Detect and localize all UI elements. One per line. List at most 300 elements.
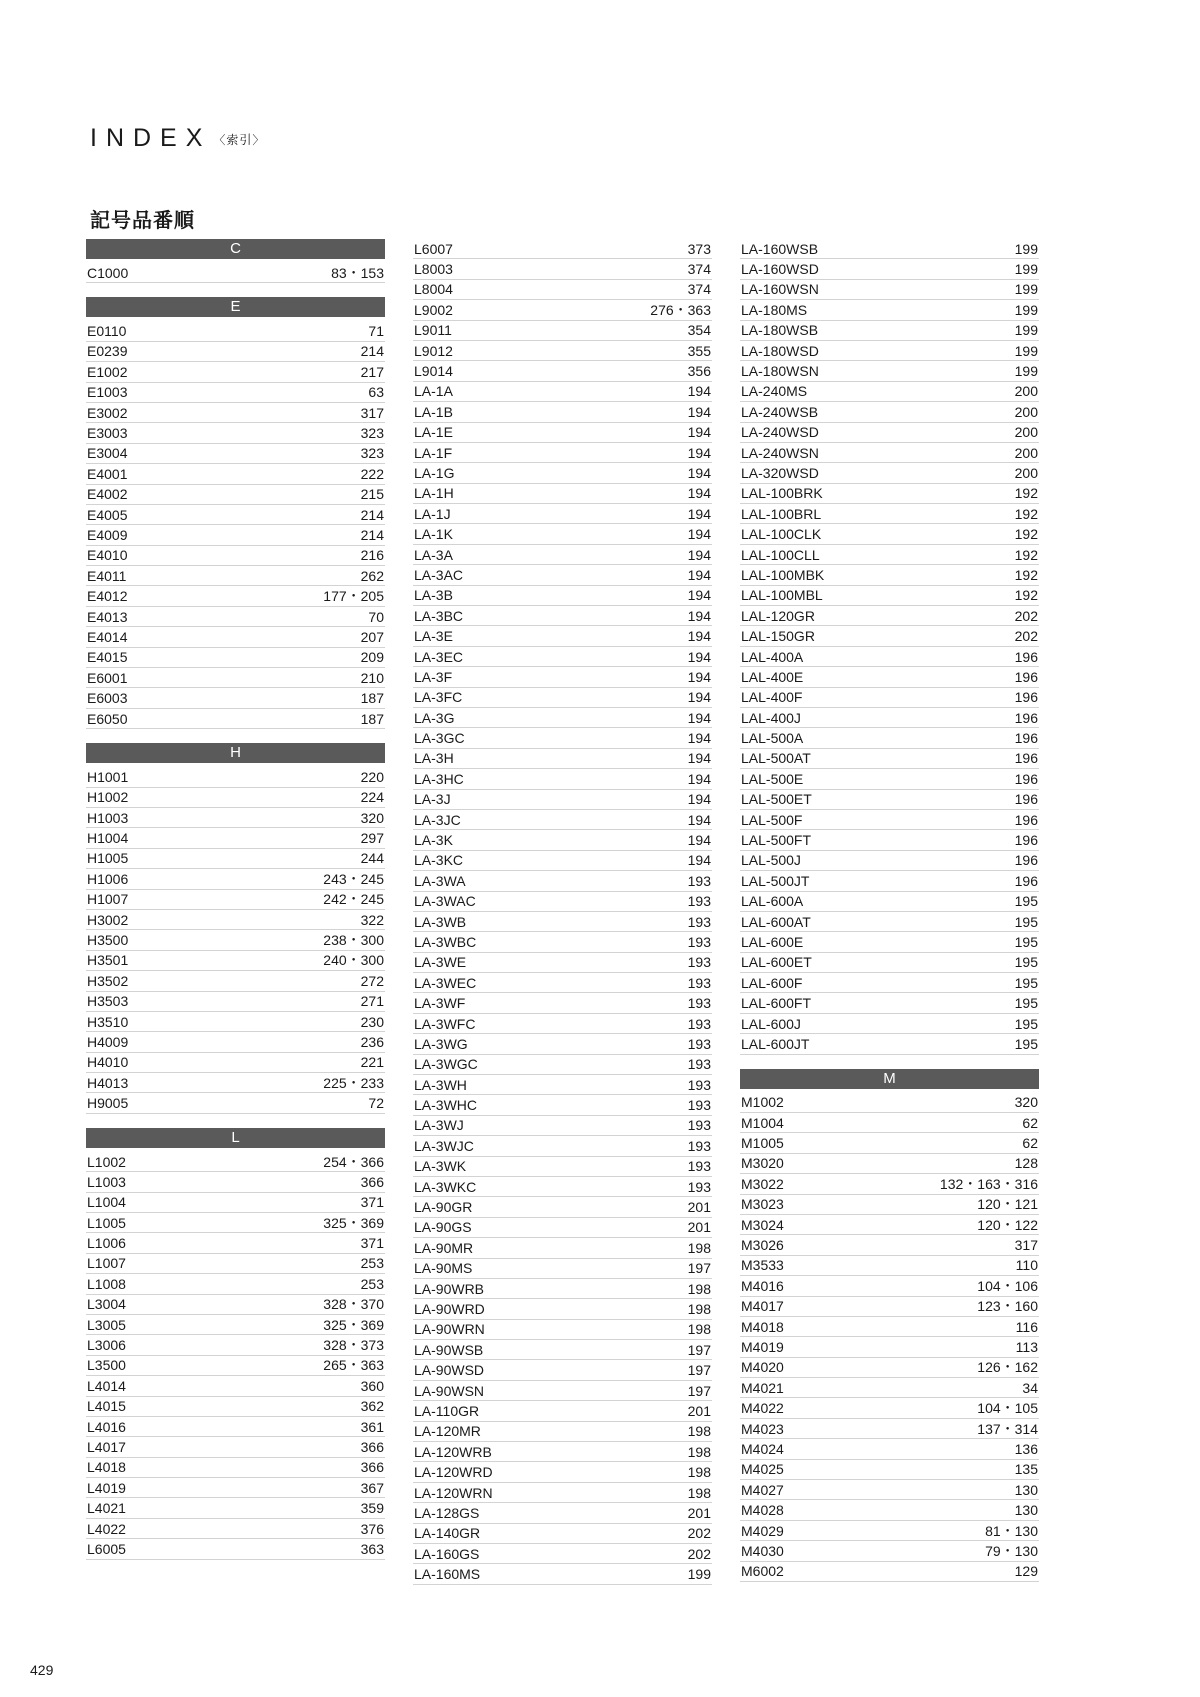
page-reference: 236 [360, 1033, 384, 1050]
product-code: L8004 [414, 281, 453, 298]
index-row [740, 688, 1039, 708]
page-reference: 192 [1014, 526, 1038, 543]
product-code: E4011 [87, 567, 127, 584]
index-row [413, 1544, 712, 1564]
index-row [413, 1014, 712, 1034]
page-reference: 242・245 [323, 891, 384, 908]
product-code: LA-3WG [414, 1035, 468, 1052]
page-reference: 198 [687, 1301, 711, 1317]
page-reference: 243・245 [323, 870, 384, 887]
page-reference: 230 [360, 1013, 384, 1030]
index-row [86, 788, 385, 808]
page-reference: 198 [687, 1484, 711, 1501]
product-code: LAL-600F [741, 974, 803, 991]
product-code: LAL-400A [741, 648, 804, 665]
page-reference: 193 [687, 1117, 711, 1134]
page-reference: 196 [1014, 832, 1038, 849]
index-row [86, 1012, 385, 1032]
page-reference: 199 [1014, 301, 1038, 318]
index-row [740, 1398, 1039, 1418]
product-code: LA-320WSD [741, 464, 819, 481]
product-code: M4019 [741, 1339, 784, 1355]
index-row [413, 626, 712, 646]
index-row [740, 1358, 1039, 1378]
index-row [740, 484, 1039, 504]
page-reference: 196 [1014, 689, 1038, 706]
product-code: LA-90WSD [414, 1362, 485, 1379]
product-code: H4013 [87, 1074, 129, 1091]
index-row [413, 1197, 712, 1217]
page-reference: 187 [360, 710, 384, 727]
product-code: H3510 [87, 1013, 129, 1030]
page-reference: 198 [687, 1321, 711, 1338]
page-reference: 194 [687, 832, 711, 849]
index-row [413, 1218, 712, 1238]
index-row [413, 545, 712, 565]
page-reference: 363 [360, 1540, 384, 1557]
index-row [740, 239, 1039, 259]
index-row [413, 463, 712, 483]
page-reference: 362 [360, 1398, 384, 1415]
page-reference: 194 [687, 770, 711, 787]
page-reference: 325・369 [323, 1316, 384, 1333]
page-reference: 196 [1014, 852, 1038, 869]
index-row [740, 1014, 1039, 1034]
page-reference: 214 [360, 343, 384, 360]
index-row [86, 1073, 385, 1093]
page-reference: 128 [1014, 1155, 1038, 1172]
product-code: LA-180MS [741, 301, 808, 318]
page-reference: 222 [360, 465, 384, 482]
index-row [740, 545, 1039, 565]
index-row [86, 1152, 385, 1172]
index-row [86, 1417, 385, 1437]
product-code: LA-90WRD [414, 1301, 485, 1317]
index-row [413, 790, 712, 810]
page-reference: 199 [1014, 261, 1038, 278]
page-reference: 192 [1014, 505, 1038, 522]
product-code: LAL-500JT [741, 872, 810, 889]
product-code: H4009 [87, 1033, 129, 1050]
page-reference: 196 [1014, 872, 1038, 889]
product-code: LA-3FC [414, 689, 463, 706]
page-reference: 240・300 [323, 952, 384, 969]
product-code: LA-160WSB [741, 240, 819, 257]
page-reference: 195 [1014, 995, 1038, 1012]
page-reference: 209 [360, 649, 384, 666]
index-row [413, 1259, 712, 1279]
index-row [740, 871, 1039, 891]
product-code: LA-3BC [414, 607, 464, 624]
index-row [740, 1215, 1039, 1235]
page-reference: 136 [1014, 1440, 1038, 1457]
product-code: LA-240WSN [741, 444, 819, 461]
page-reference: 193 [687, 1178, 711, 1195]
index-row [86, 1193, 385, 1213]
product-code: LA-3WA [414, 872, 466, 889]
index-row [413, 1075, 712, 1095]
product-code: L4019 [87, 1479, 126, 1496]
index-row [413, 871, 712, 891]
index-row [86, 849, 385, 869]
index-row [413, 892, 712, 912]
product-code: H1001 [87, 768, 129, 785]
product-code: LAL-600E [741, 933, 804, 950]
page-reference: 195 [1014, 893, 1038, 910]
index-row [413, 1401, 712, 1421]
index-row [740, 932, 1039, 952]
page-reference: 323 [360, 425, 384, 442]
product-code: M3533 [741, 1257, 784, 1274]
page-reference: 194 [687, 730, 711, 747]
index-row [740, 1174, 1039, 1194]
title-subtitle: 〈索引〉 [213, 132, 266, 147]
index-row [86, 464, 385, 484]
product-code: E3004 [87, 445, 128, 462]
page-reference: 199 [1014, 342, 1038, 359]
product-code: LAL-400E [741, 668, 804, 685]
product-code: LAL-500J [741, 852, 801, 869]
product-code: LA-3E [414, 628, 453, 645]
product-code: LA-1A [414, 383, 453, 400]
product-code: LA-3GC [414, 730, 465, 747]
page-reference: 193 [687, 933, 711, 950]
index-row [86, 648, 385, 668]
page-reference: 317 [360, 404, 384, 421]
product-code: E4015 [87, 649, 128, 666]
product-code: LA-3WK [414, 1158, 467, 1175]
page-reference: 276・363 [650, 301, 711, 318]
product-code: H9005 [87, 1095, 129, 1112]
product-code: L3006 [87, 1337, 126, 1354]
product-code: LA-3B [414, 587, 453, 604]
page-reference: 196 [1014, 730, 1038, 747]
product-code: LA-1K [414, 526, 453, 543]
page-reference: 81・130 [985, 1522, 1038, 1539]
page-reference: 366 [360, 1173, 384, 1190]
index-row [86, 546, 385, 566]
index-row [740, 1133, 1039, 1153]
page-reference: 202 [1014, 628, 1038, 645]
product-code: H1003 [87, 809, 129, 826]
index-row [740, 423, 1039, 443]
product-code: LA-240WSB [741, 403, 819, 420]
product-code: LA-3WHC [414, 1097, 478, 1114]
product-code: LAL-500F [741, 811, 803, 828]
index-row [740, 341, 1039, 361]
product-code: L6005 [87, 1540, 126, 1557]
page-reference: 193 [687, 1056, 711, 1073]
index-row [413, 810, 712, 830]
product-code: LAL-100BRL [741, 505, 822, 522]
page-reference: 104・105 [977, 1400, 1038, 1417]
page-reference: 120・121 [977, 1196, 1038, 1213]
product-code: LAL-500FT [741, 832, 812, 849]
page-reference: 198 [687, 1280, 711, 1297]
page-reference: 199 [1014, 281, 1038, 298]
index-row [86, 1478, 385, 1498]
group-header: C [86, 239, 385, 259]
page-reference: 83・153 [331, 264, 384, 281]
index-column-2 [413, 239, 712, 1599]
page-reference: 194 [687, 587, 711, 604]
product-code: LA-3G [414, 709, 455, 726]
page-reference: 225・233 [323, 1074, 384, 1091]
index-row [86, 1437, 385, 1457]
index-row [413, 1055, 712, 1075]
page-reference: 216 [360, 547, 384, 564]
page-reference: 194 [687, 566, 711, 583]
product-code: M1002 [741, 1094, 784, 1111]
product-code: L3005 [87, 1316, 126, 1333]
product-code: LA-3WKC [414, 1178, 477, 1195]
page-reference: 192 [1014, 587, 1038, 604]
page-reference: 262 [360, 567, 384, 584]
page-reference: 367 [360, 1479, 384, 1496]
index-row [740, 402, 1039, 422]
page-reference: 195 [1014, 933, 1038, 950]
index-row [86, 342, 385, 362]
product-code: L3004 [87, 1296, 126, 1313]
product-code: E6003 [87, 690, 128, 707]
product-code: LA-3WBC [414, 933, 477, 950]
product-code: M4022 [741, 1400, 784, 1417]
product-code: E1002 [87, 363, 128, 380]
product-code: LA-1J [414, 505, 451, 522]
page-reference: 70 [368, 608, 384, 625]
product-code: E3003 [87, 425, 128, 442]
index-row [86, 910, 385, 930]
index-row [86, 688, 385, 708]
page-reference: 200 [1014, 383, 1038, 400]
product-code: M4024 [741, 1440, 784, 1457]
index-row [413, 1279, 712, 1299]
product-code: LAL-500A [741, 730, 804, 747]
index-row [413, 484, 712, 504]
page-reference: 195 [1014, 1015, 1038, 1032]
page-reference: 359 [360, 1500, 384, 1517]
product-code: LAL-500E [741, 770, 804, 787]
index-row [86, 1356, 385, 1376]
product-code: L9014 [414, 363, 453, 380]
page-reference: 130 [1014, 1481, 1038, 1498]
page-reference: 374 [687, 261, 711, 278]
product-code: L4014 [87, 1377, 126, 1394]
index-row [740, 851, 1039, 871]
page-reference: 63 [368, 384, 384, 401]
product-code: LA-3WB [414, 913, 467, 930]
product-code: E6050 [87, 710, 128, 727]
index-row [86, 1539, 385, 1559]
index-row [86, 808, 385, 828]
index-row [86, 951, 385, 971]
index-row [413, 586, 712, 606]
page-reference: 265・363 [323, 1357, 384, 1374]
page-reference: 72 [368, 1095, 384, 1112]
product-code: M4028 [741, 1502, 784, 1519]
product-code: LAL-600ET [741, 954, 812, 971]
page-reference: 376 [360, 1520, 384, 1537]
product-code: LA-3JC [414, 811, 461, 828]
index-row [413, 1422, 712, 1442]
page-reference: 130 [1014, 1502, 1038, 1519]
page-reference: 328・373 [323, 1337, 384, 1354]
product-code: L3500 [87, 1357, 126, 1374]
page-reference: 193 [687, 1015, 711, 1032]
product-code: L9002 [414, 301, 453, 318]
product-code: LA-3WE [414, 954, 467, 971]
page-reference: 194 [687, 668, 711, 685]
page-reference: 193 [687, 1035, 711, 1052]
product-code: LA-90WRB [414, 1280, 485, 1297]
product-code: E1003 [87, 384, 128, 401]
index-row [86, 403, 385, 423]
page-reference: 198 [687, 1239, 711, 1256]
index-row [740, 953, 1039, 973]
product-code: LAL-120GR [741, 607, 815, 624]
index-row [413, 1360, 712, 1380]
page-reference: 132・163・316 [939, 1175, 1038, 1192]
page-reference: 79・130 [985, 1542, 1038, 1559]
index-row [740, 1419, 1039, 1439]
index-row [413, 1442, 712, 1462]
page-reference: 199 [1014, 363, 1038, 380]
index-row [86, 444, 385, 464]
index-row [740, 993, 1039, 1013]
page-reference: 193 [687, 974, 711, 991]
index-row [740, 1297, 1039, 1317]
product-code: L6007 [414, 240, 453, 257]
page-reference: 71 [368, 323, 384, 340]
group-header: H [86, 743, 385, 763]
product-code: LA-3J [414, 791, 451, 808]
index-row [413, 524, 712, 544]
product-code: M4020 [741, 1359, 784, 1376]
page-reference: 193 [687, 1137, 711, 1154]
index-row [413, 973, 712, 993]
index-row [740, 626, 1039, 646]
product-code: LA-1E [414, 424, 453, 441]
index-row [740, 1195, 1039, 1215]
index-row [413, 1524, 712, 1544]
index-row [413, 728, 712, 748]
product-code: LA-180WSN [741, 363, 819, 380]
page-reference: 194 [687, 811, 711, 828]
page-reference: 214 [360, 526, 384, 543]
page-reference: 224 [360, 789, 384, 806]
page-reference: 198 [687, 1443, 711, 1460]
index-row [413, 1136, 712, 1156]
page-reference: 196 [1014, 791, 1038, 808]
page-reference: 192 [1014, 485, 1038, 502]
page-reference: 207 [360, 628, 384, 645]
page-reference: 361 [360, 1418, 384, 1435]
group-header: E [86, 297, 385, 317]
page-reference: 194 [687, 505, 711, 522]
page-reference: 373 [687, 240, 711, 257]
page-reference: 116 [1015, 1318, 1038, 1335]
product-code: H3503 [87, 993, 129, 1010]
index-row [740, 1439, 1039, 1459]
index-row [413, 1483, 712, 1503]
product-code: L9011 [414, 322, 452, 339]
index-row [413, 402, 712, 422]
product-code: H4010 [87, 1054, 129, 1071]
page-reference: 253 [360, 1255, 384, 1272]
index-row [86, 423, 385, 443]
product-code: E4009 [87, 526, 128, 543]
page-reference: 123・160 [977, 1298, 1038, 1315]
page-reference: 193 [687, 1076, 711, 1093]
index-row [86, 505, 385, 525]
page-reference: 195 [1014, 954, 1038, 971]
page-reference: 135 [1014, 1461, 1038, 1478]
index-row [86, 1274, 385, 1294]
page-number: 429 [30, 1662, 54, 1678]
page-reference: 194 [687, 607, 711, 624]
product-code: LA-3WEC [414, 974, 477, 991]
product-code: M3024 [741, 1216, 784, 1233]
index-row [86, 1295, 385, 1315]
index-row [413, 708, 712, 728]
index-row [413, 749, 712, 769]
index-group [740, 239, 1039, 1055]
index-row [86, 321, 385, 341]
index-row [413, 1157, 712, 1177]
index-row [86, 1213, 385, 1233]
page-reference: 356 [687, 363, 711, 380]
index-row [740, 300, 1039, 320]
index-row [740, 321, 1039, 341]
index-row [740, 708, 1039, 728]
index-row [86, 485, 385, 505]
product-code: LA-3EC [414, 648, 464, 665]
page-reference: 325・369 [323, 1214, 384, 1231]
product-code: LA-160WSN [741, 281, 819, 298]
index-row [86, 1053, 385, 1073]
product-code: M4018 [741, 1318, 784, 1335]
product-code: LA-3WH [414, 1076, 467, 1093]
index-row [413, 1238, 712, 1258]
group-header: M [740, 1069, 1039, 1089]
page-reference: 210 [360, 669, 384, 686]
page-reference: 355 [687, 342, 711, 359]
product-code: H3501 [87, 952, 129, 969]
index-row [86, 566, 385, 586]
index-row [413, 1177, 712, 1197]
page-reference: 193 [687, 1158, 711, 1175]
page-reference: 177・205 [323, 588, 384, 605]
product-code: L1002 [87, 1153, 126, 1170]
page-reference: 220 [360, 768, 384, 785]
page-reference: 201 [687, 1219, 711, 1236]
index-row [86, 1519, 385, 1539]
index-row [413, 341, 712, 361]
product-code: LA-3F [414, 668, 453, 685]
page-reference: 195 [1014, 974, 1038, 991]
index-row [86, 1335, 385, 1355]
product-code: LA-240WSD [741, 424, 819, 441]
index-row [740, 1337, 1039, 1357]
page-reference: 195 [1014, 1035, 1038, 1052]
index-row [740, 565, 1039, 585]
page-reference: 366 [360, 1439, 384, 1455]
index-row [86, 1172, 385, 1192]
product-code: L1005 [87, 1214, 126, 1231]
product-code: M4027 [741, 1481, 784, 1498]
product-code: LA-3WF [414, 995, 466, 1012]
page-reference: 195 [1014, 913, 1038, 930]
